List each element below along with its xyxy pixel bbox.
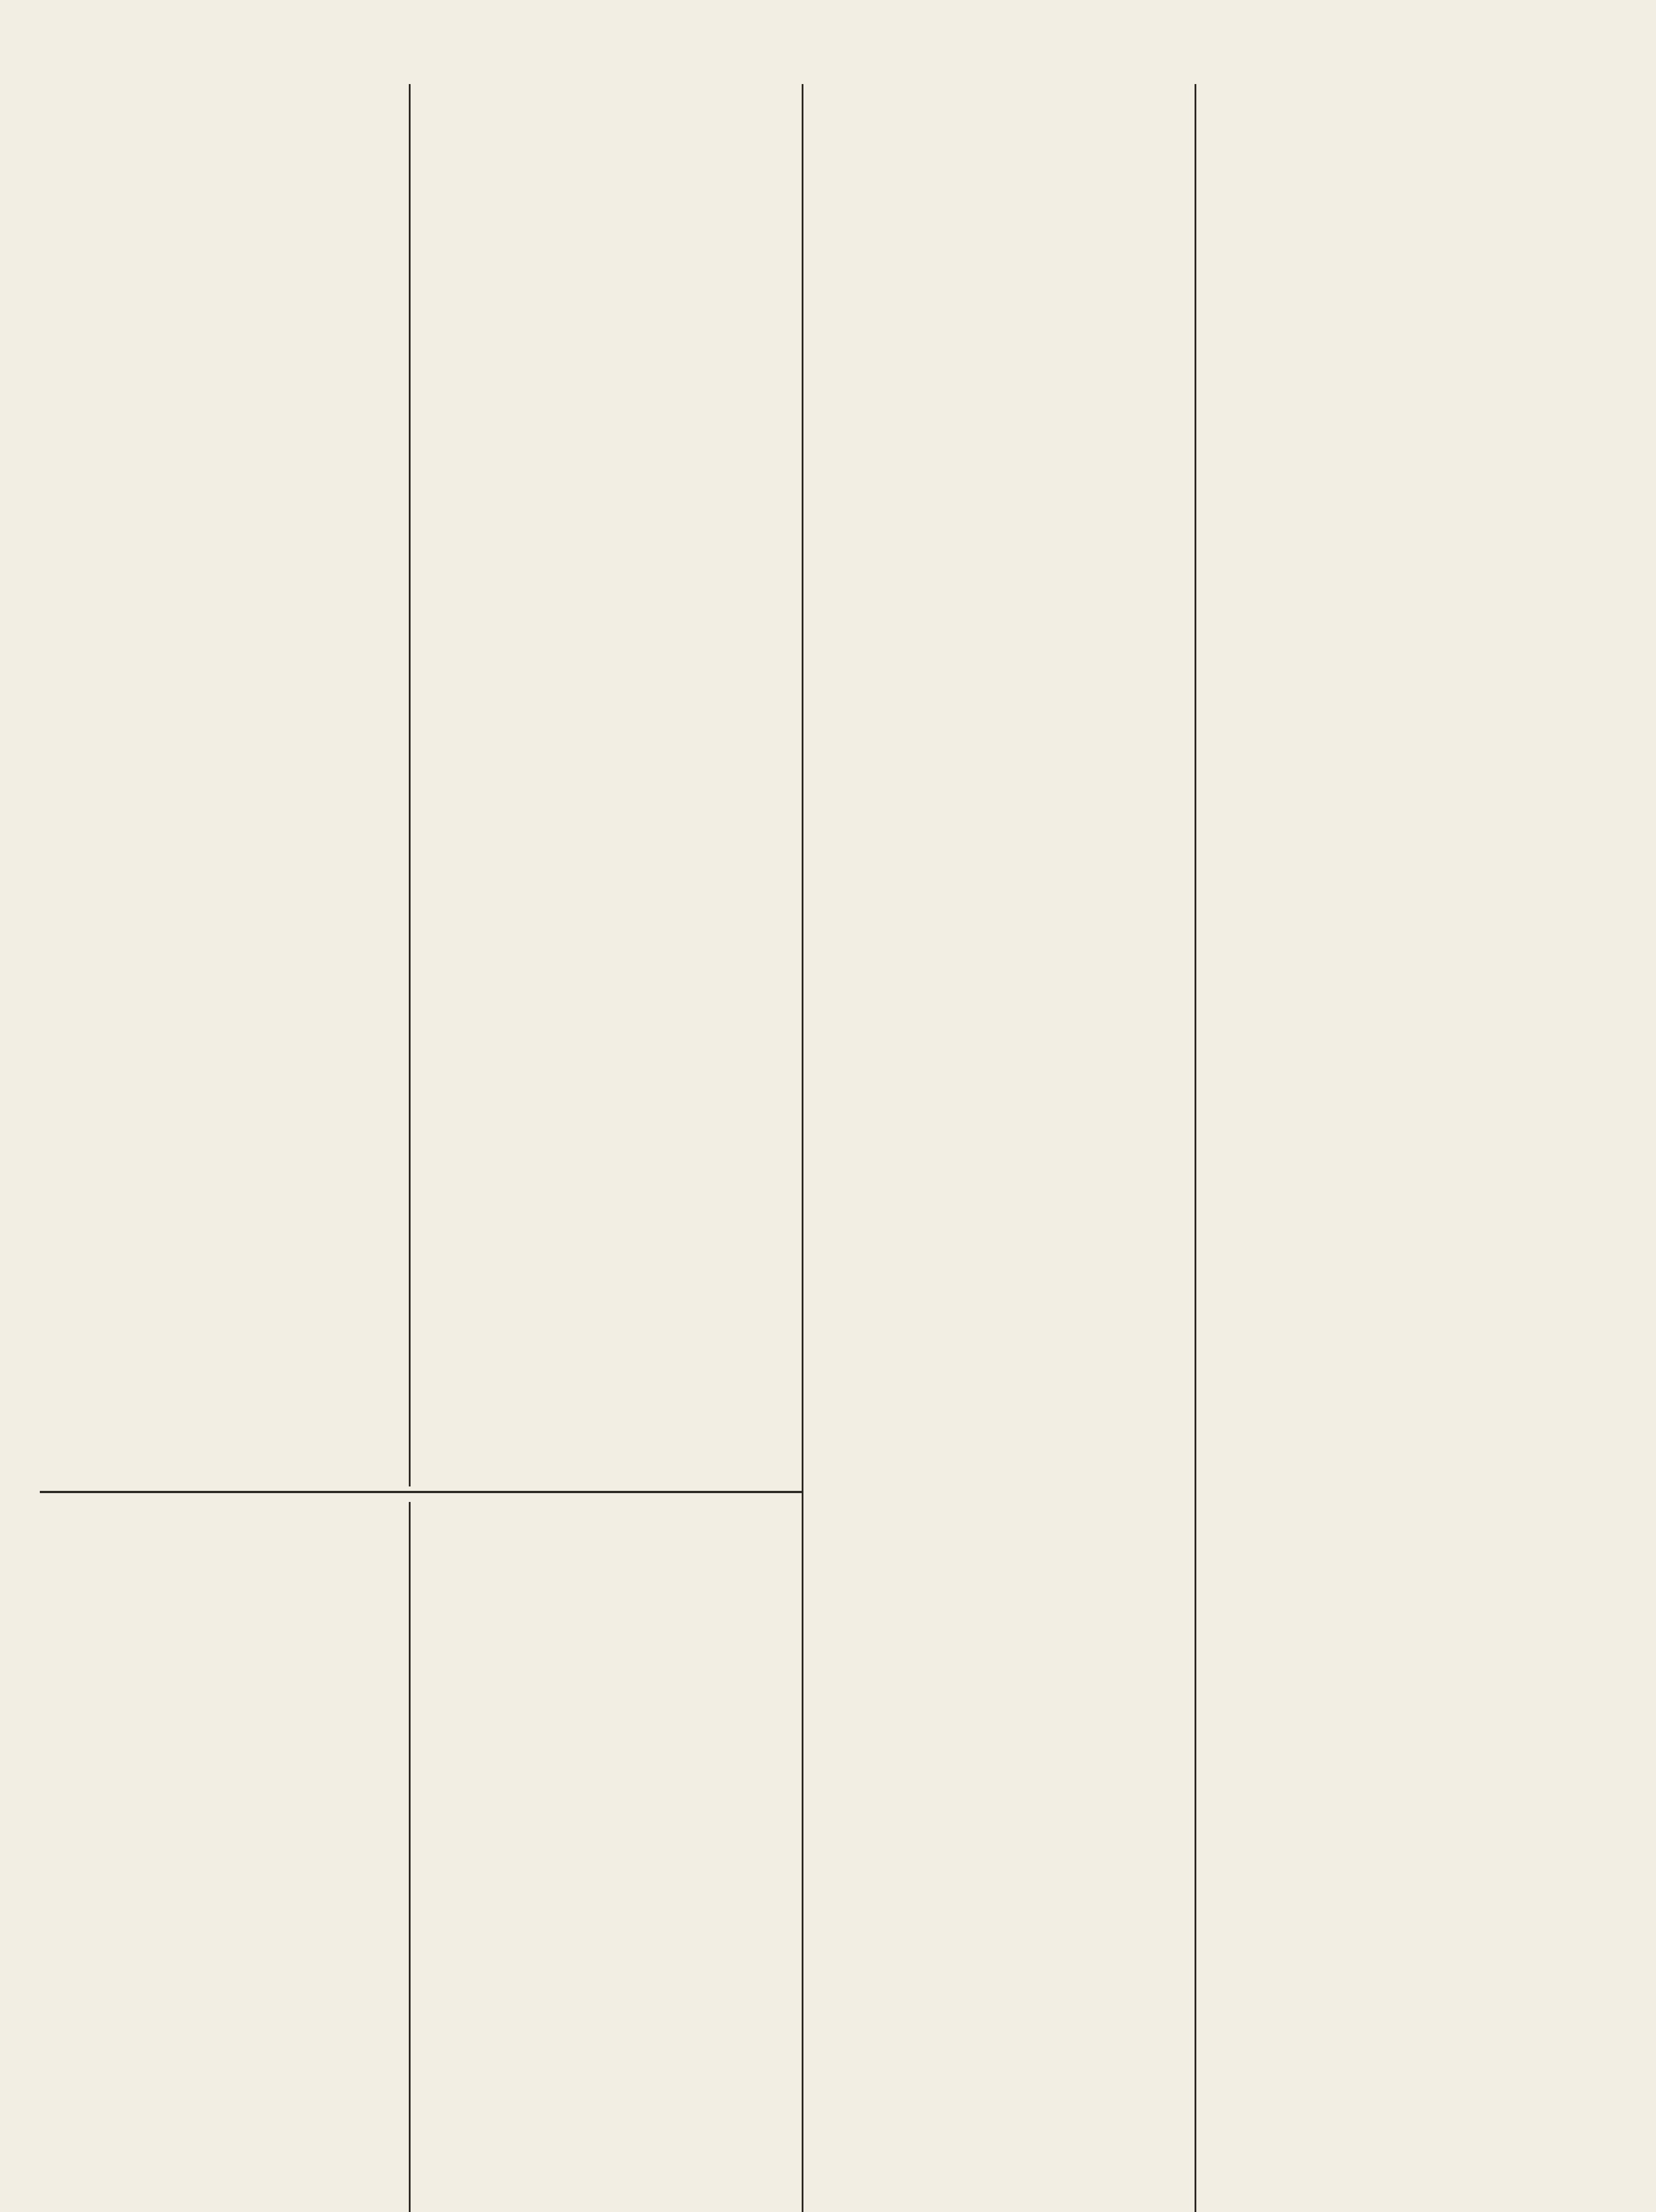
column-rule (1195, 84, 1196, 2212)
lower-left-column (40, 1502, 407, 2212)
column-rule (802, 84, 803, 2212)
column-1 (40, 84, 407, 1486)
column-rule (409, 1502, 411, 2212)
column-rule (409, 84, 411, 1486)
column-3 (804, 84, 1194, 2212)
column-2 (411, 84, 801, 1486)
section-rule (40, 1491, 802, 1493)
lower-middle-column (411, 1502, 801, 2212)
column-4 (1197, 84, 1609, 2212)
